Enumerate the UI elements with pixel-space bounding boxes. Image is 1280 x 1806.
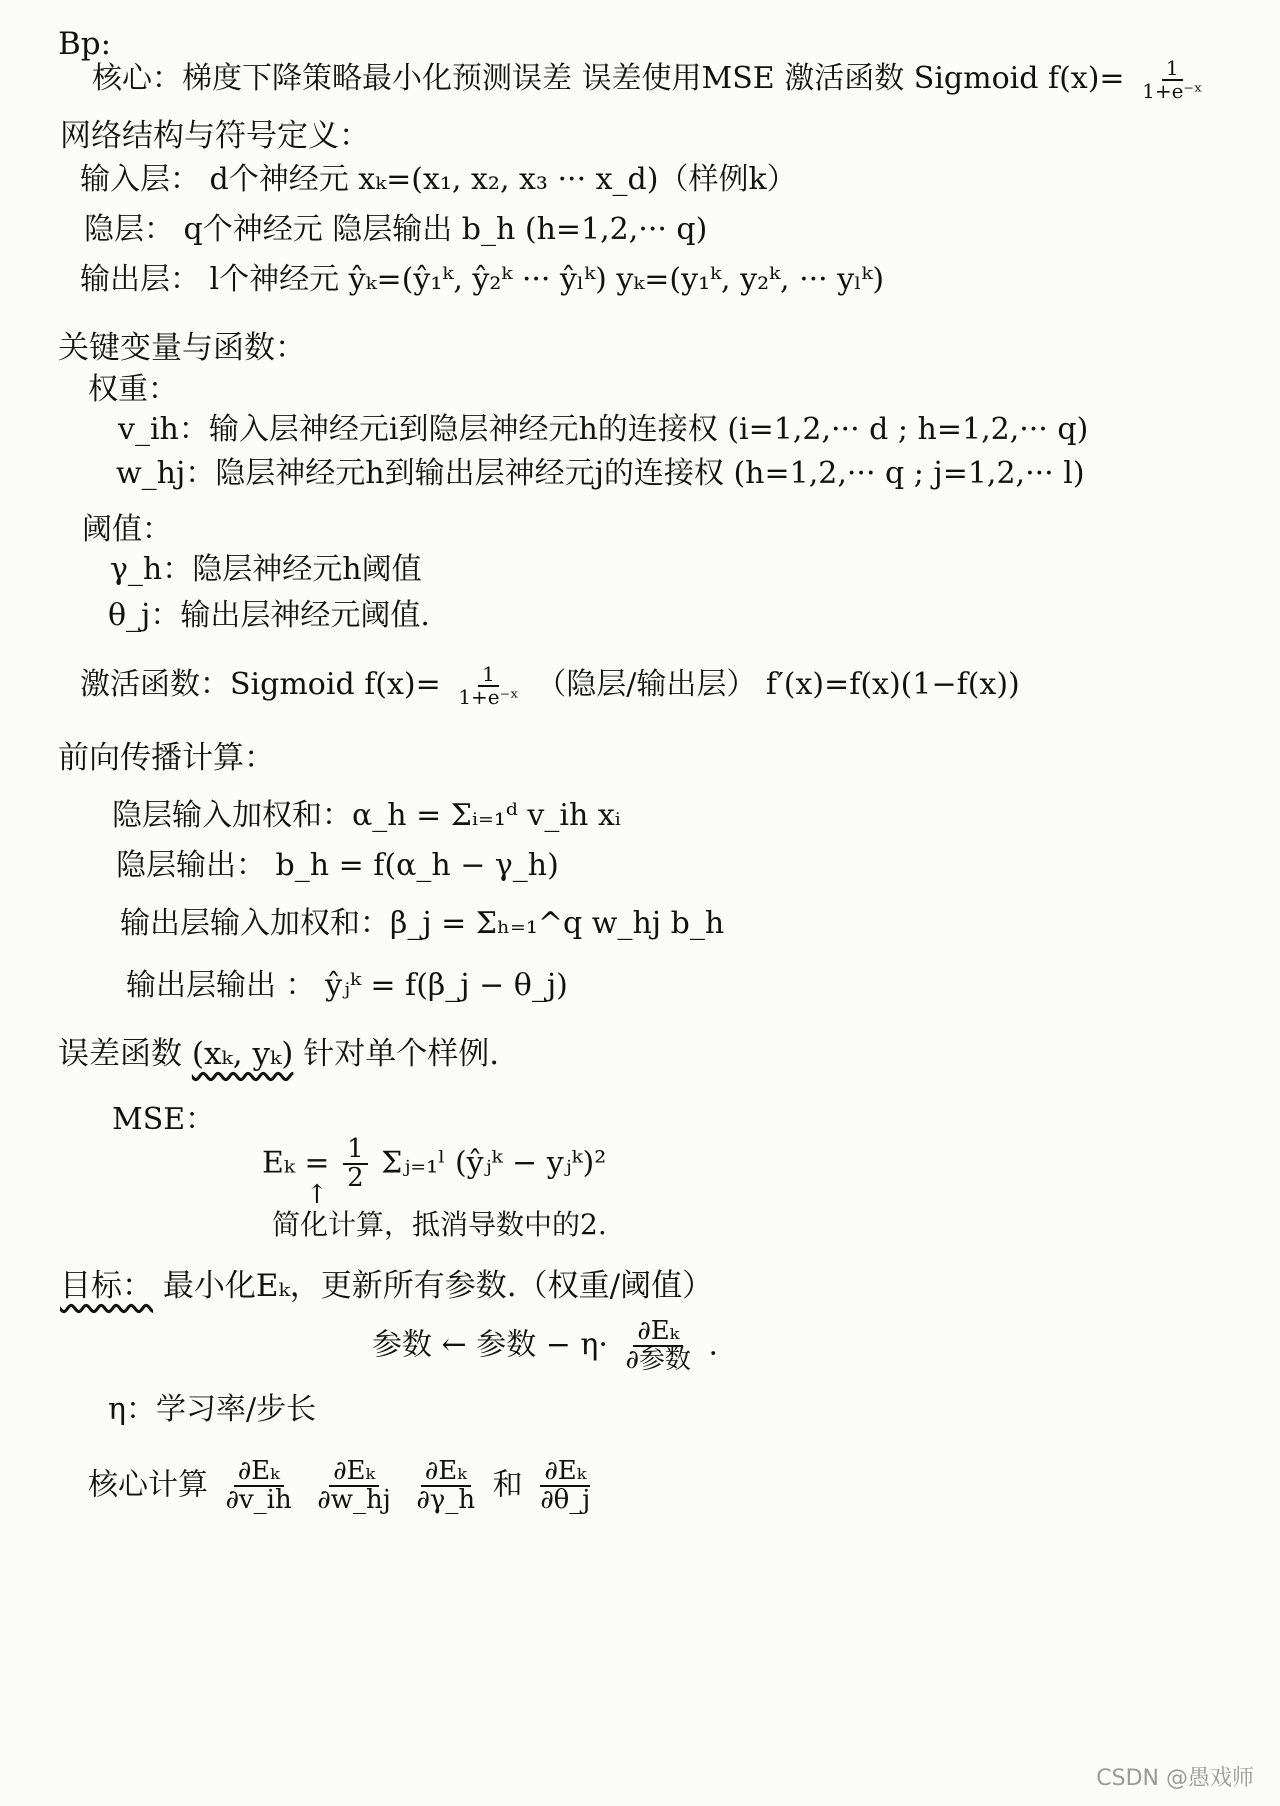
update-denominator: ∂参数 — [625, 1345, 691, 1376]
output-input-equation: 输出层输入加权和：β_j = Σₕ₌₁^q w_hj b_h — [120, 906, 725, 941]
derivative-denominator: ∂θ_j — [540, 1485, 591, 1516]
update-dot: . — [708, 1327, 719, 1363]
error-tail: 针对单个样例. — [303, 1036, 500, 1072]
core-line — [92, 58, 1210, 102]
error-header: 误差函数 — [58, 1036, 182, 1072]
mse-note: 简化计算，抵消导数中的2. — [272, 1208, 607, 1241]
sigmoid-fraction — [1138, 58, 1206, 102]
update-rule — [372, 1318, 718, 1375]
threshold-label: 阈值： — [82, 512, 172, 547]
sigmoid-numerator: 1 — [1162, 58, 1183, 81]
activation-text: 激活函数：Sigmoid f(x)= — [80, 667, 441, 702]
hidden-input-equation: 隐层输入加权和：α_h = Σᵢ₌₁ᵈ v_ih xᵢ — [112, 798, 621, 833]
eta-line: η：学习率/步长 — [108, 1392, 317, 1427]
goal-line — [60, 1268, 713, 1305]
goal-text: 最小化Eₖ，更新所有参数.（权重/阈值） — [162, 1268, 714, 1304]
v-ih-definition: v_ih：输入层神经元i到隐层神经元h的连接权 (i=1,2,··· d ; h=1,2,··· q) — [118, 412, 1089, 447]
activation-denominator: 1+e⁻ˣ — [458, 685, 519, 709]
forward-header: 前向传播计算： — [58, 740, 275, 776]
mse-arrow: ↑ — [306, 1180, 328, 1210]
goal-label: 目标： — [60, 1268, 153, 1304]
w-hj-definition: w_hj：隐层神经元h到输出层神经元j的连接权 (h=1,2,··· q ; j=1,2,··· l) — [116, 456, 1085, 491]
derivative-and: 和 — [492, 1467, 523, 1503]
input-layer-line: 输入层： d个神经元 xₖ=(x₁, x₂, x₃ ··· x_d)（样例k） — [80, 162, 797, 197]
sigmoid-denominator: 1+e⁻ˣ — [1142, 79, 1203, 103]
activation-tail: （隐层/输出层） f′(x)=f(x)(1−f(x)) — [536, 667, 1020, 702]
activation-numerator: 1 — [478, 664, 499, 687]
derivative-w-hj — [313, 1458, 395, 1515]
derivative-v-ih — [222, 1458, 296, 1515]
theta-j-definition: θ_j：输出层神经元阈值. — [108, 598, 430, 633]
weights-label: 权重： — [88, 372, 178, 407]
activation-line — [80, 664, 1020, 708]
watermark: CSDN @愚戏师 — [1096, 1766, 1254, 1791]
core-text: 核心：梯度下降策略最小化预测误差 误差使用MSE 激活函数 Sigmoid f(x)= — [92, 61, 1125, 96]
hidden-layer-line: 隐层： q个神经元 隐层输出 b_h (h=1,2,··· q) — [84, 212, 708, 247]
update-numerator: ∂Eₖ — [633, 1318, 683, 1347]
gamma-h-definition: γ_h：隐层神经元h阈值 — [110, 552, 422, 587]
derivative-numerator: ∂Eₖ — [540, 1458, 590, 1487]
error-sample-pair: (xₖ, yₖ) — [191, 1036, 294, 1072]
error-function-line — [58, 1036, 499, 1073]
output-layer-line: 输出层： l个神经元 ŷₖ=(ŷ₁ᵏ, ŷ₂ᵏ ··· ŷₗᵏ) yₖ=(y₁ᵏ, y₂ᵏ, ··· yₗᵏ) — [80, 262, 885, 297]
mse-eq-left: Eₖ = — [262, 1145, 330, 1181]
mse-label: MSE： — [112, 1102, 216, 1137]
derivative-denominator: ∂γ_h — [416, 1485, 476, 1516]
mse-half-fraction — [343, 1136, 368, 1193]
mse-half-denominator: 2 — [347, 1163, 364, 1194]
network-header: 网络结构与符号定义： — [60, 118, 370, 154]
core-calc-line — [88, 1458, 598, 1515]
update-fraction — [621, 1318, 694, 1375]
hidden-output-equation: 隐层输出： b_h = f(α_h − γ_h) — [116, 848, 559, 883]
derivative-numerator: ∂Eₖ — [329, 1458, 379, 1487]
key-variables-header: 关键变量与函数： — [58, 330, 306, 366]
core-calc-label: 核心计算 — [88, 1467, 208, 1503]
update-left: 参数 ← 参数 − η· — [372, 1327, 608, 1363]
derivative-denominator: ∂w_hj — [317, 1485, 391, 1516]
output-output-equation: 输出层输出 ： ŷⱼᵏ = f(β_j − θ_j) — [126, 968, 568, 1003]
derivative-numerator: ∂Eₖ — [421, 1458, 471, 1487]
activation-fraction — [454, 664, 522, 708]
derivative-gamma-h — [412, 1458, 479, 1515]
mse-half-numerator: 1 — [343, 1136, 368, 1165]
derivative-numerator: ∂Eₖ — [234, 1458, 284, 1487]
derivative-denominator: ∂v_ih — [225, 1485, 292, 1516]
derivative-theta-j — [536, 1458, 594, 1515]
mse-eq-right: Σⱼ₌₁ˡ (ŷⱼᵏ − yⱼᵏ)² — [381, 1145, 607, 1181]
page-title: Bp: — [58, 26, 112, 62]
